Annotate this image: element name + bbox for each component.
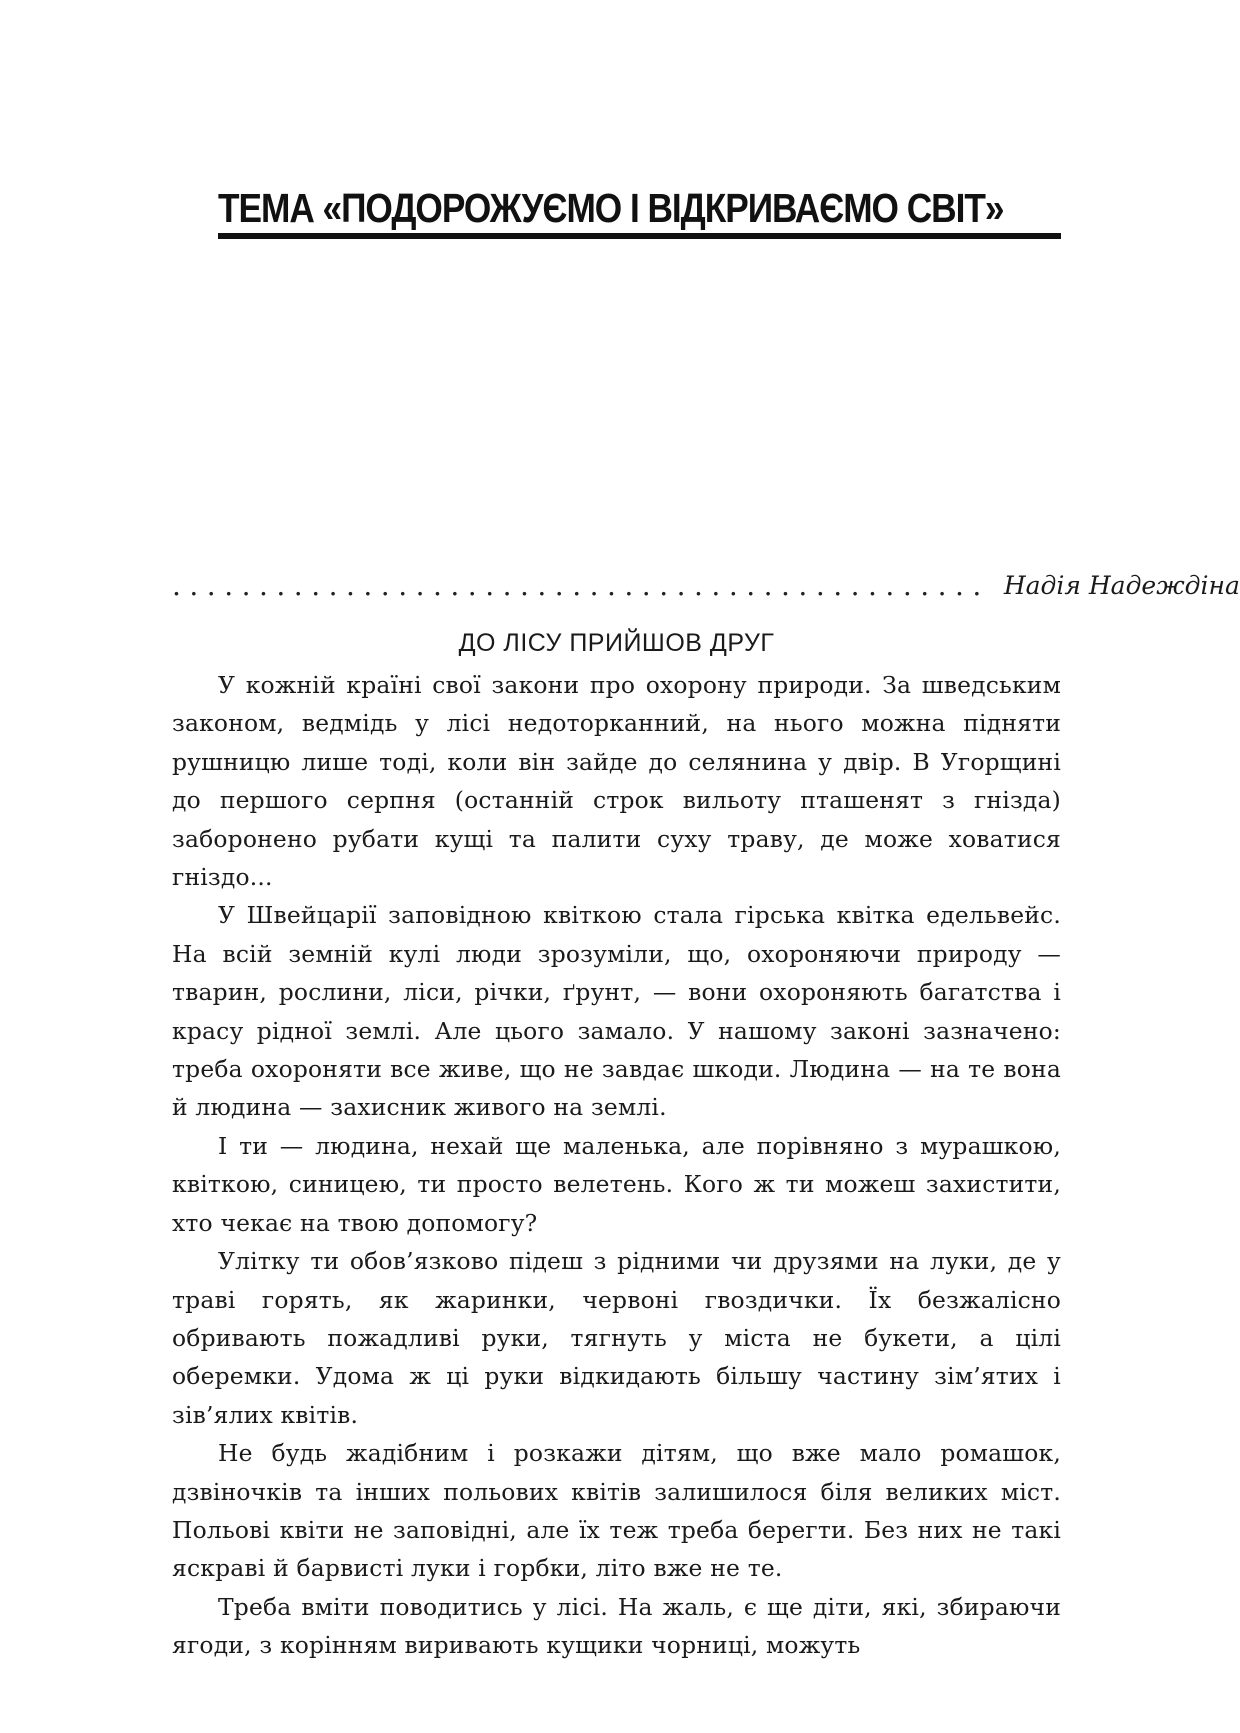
paragraph: Не будь жадібним і розкажи дітям, що вже мало ромашок, дзвіночків та інших польових квітів залишилося біля великих міст. Польові квіти не заповідні, але їх теж треба берегти. Без них не такі яскраві й барвисті луки і горбки, літо вже не те. [172, 1439, 1061, 1583]
paragraph: І ти — людина, нехай ще маленька, але порівняно з мурашкою, квіткою, синицею, ти просто велетень. Кого ж ти можеш захистити, хто чекає на твою допомогу? [172, 1131, 1061, 1237]
story-title: ДО ЛІСУ ПРИЙШОВ ДРУГ [458, 629, 775, 657]
author-name: Надія Надеждіна [1003, 571, 1240, 600]
leader-dots: ............................................... [172, 569, 990, 602]
author-line [172, 568, 1240, 604]
paragraph: У Швейцарії заповідною квіткою стала гірська квітка едельвейс. На всій земній кулі люди зрозуміли, що, охороняючи природу — тварин, рослини, ліси, річки, ґрунт, — вони охороняють багатства і красу рідної землі. Але цього замало. У нашому законі зазначено: треба охороняти все живе, що не завдає шкоди. Людина — на те вона й людина — захисник живого на землі. [172, 901, 1061, 1122]
paragraph: Улітку ти обов’язково підеш з рідними чи друзями на луки, де у траві горять, як жаринки, червоні гвоздички. Їх безжалісно обривають пожадливі руки, тягнуть у міста не букети, а цілі оберемки. Удома ж ці руки відкидають більшу частину зім’ятих і зів’ялих квітів. [172, 1247, 1061, 1429]
title-underline [218, 233, 1061, 239]
paragraph: У кожній країні свої закони про охорону природи. За шведським законом, ведмідь у лісі недоторканний, на нього можна підняти рушницю лише тоді, коли він зайде до селянина у двір. В Угорщині до першого серпня (останній строк вильоту пташенят з гнізда) заборонено рубати кущі та палити суху траву, де може ховатися гніздо... [172, 671, 1061, 892]
story-body [172, 666, 1061, 1665]
paragraph: Треба вміти поводитись у лісі. На жаль, є ще діти, які, збираючи ягоди, з корінням виривають кущики чорниці, можуть [172, 1592, 1061, 1660]
section-title: ТЕМА «ПОДОРОЖУЄМО І ВІДКРИВАЄМО СВІТ» [218, 185, 1004, 231]
